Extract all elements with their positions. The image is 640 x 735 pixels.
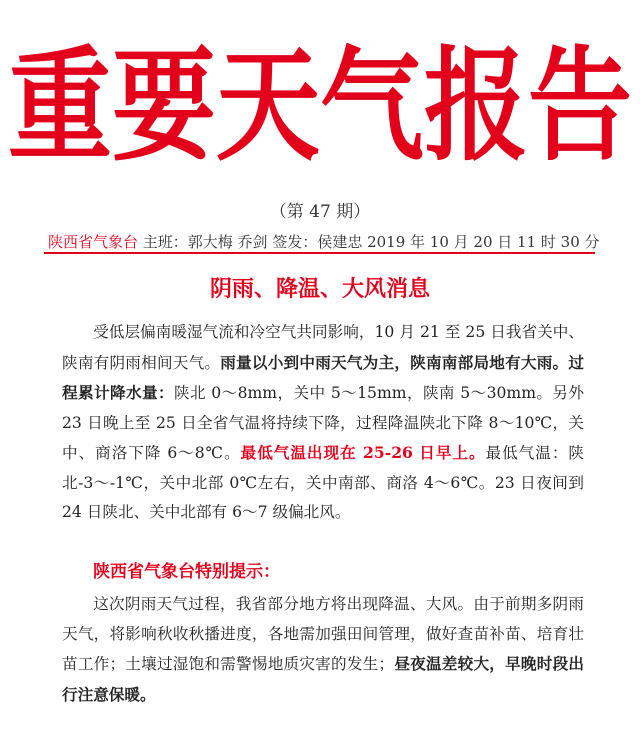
report-body xyxy=(62,318,584,528)
report-headline: 阴雨、降温、大风消息 xyxy=(209,277,430,302)
header-divider xyxy=(44,252,595,254)
special-tip-body xyxy=(62,590,584,710)
tip-paragraph: 这次阴雨天气过程，我省部分地方将出现降温、大风。由于前期多阴雨天气，将影响秋收秋播进度，各地需加强田间管理，做好查苗补苗、培育壮苗工作；土壤过湿饱和需警惕地质灾害的发生；昼夜温差较大，早晚时段出行注意保暖。 xyxy=(62,595,584,704)
report-meta-line xyxy=(48,231,600,252)
tip-bold-advice: 昼夜温差较大，早晚时段出行注意保暖。 xyxy=(62,654,584,704)
staff-and-date: 主班：郭大梅 乔剑 签发：侯建忠 2019 年 10 月 20 日 11 时 30 分 xyxy=(138,233,600,251)
report-masthead: 重要天气报告 xyxy=(7,32,632,178)
rainfall-highlight: 雨量以小到中雨天气为主，陕南南部局地有大雨。过程累计降水量： xyxy=(62,352,584,402)
forecast-paragraph: 受低层偏南暖湿气流和冷空气共同影响，10 月 21 至 25 日我省关中、陕南有阴雨相间天气。雨量以小到中雨天气为主，陕南南部局地有大雨。过程累计降水量：陕北 0～8mm，关中 5～15mm，陕南 5～30mm。另外 23 日晚上至 25 日全省气温将持续下降，过程降温陕北下降 8～10℃，关中、商洛下降 6～8℃。最低气温出现在 25-26 日早上。最低气温：陕北-3～-1℃，关中北部 0℃左右，关中南部、商洛 4～6℃。23 日夜间到 24 日陕北、关中北部有 6～7 级偏北风。 xyxy=(62,323,584,521)
special-tip-title: 陕西省气象台特别提示： xyxy=(93,562,280,582)
issue-number: （第 47 期） xyxy=(269,202,371,222)
issuing-office: 陕西省气象台 xyxy=(48,233,139,251)
lowest-temp-highlight: 最低气温出现在 25-26 日早上。 xyxy=(240,443,486,462)
